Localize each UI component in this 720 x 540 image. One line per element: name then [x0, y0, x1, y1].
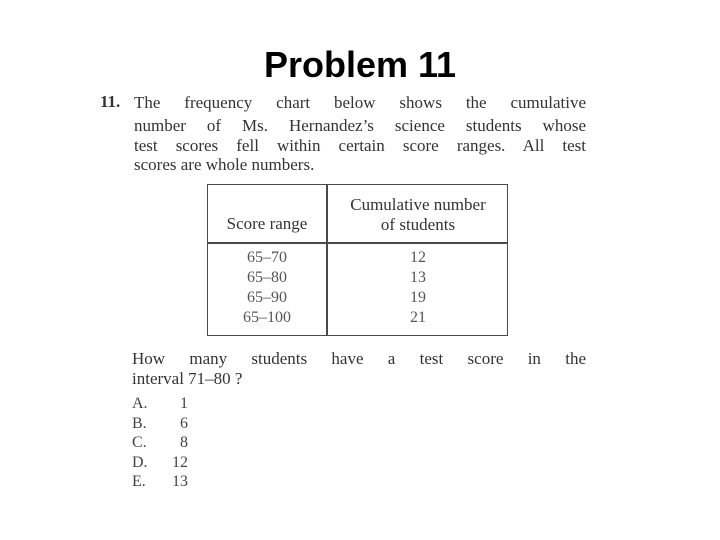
cumulative-header-line: Cumulative number	[350, 195, 486, 214]
answer-option-e	[132, 472, 188, 491]
problem-text-line: scores are whole numbers.	[134, 155, 315, 174]
score-range-column	[208, 248, 326, 328]
option-label: B.	[132, 415, 147, 432]
frequency-table	[207, 184, 508, 336]
option-value: 12	[172, 454, 188, 471]
answer-option-c	[132, 433, 188, 452]
cumulative-header-line: of students	[380, 215, 456, 234]
answer-option-d	[132, 453, 188, 472]
cumulative-count-column	[328, 248, 508, 328]
table-cell-count: 21	[410, 309, 426, 326]
slide-title: Problem 11	[263, 44, 457, 85]
table-header-divider	[208, 242, 507, 244]
table-cell-count: 13	[410, 269, 426, 286]
option-value: 8	[180, 434, 188, 451]
option-label: A.	[132, 395, 148, 412]
option-label: D.	[132, 454, 148, 471]
question-text-line: How many students have a test score in the	[132, 349, 586, 368]
problem-number: 11.	[100, 92, 121, 111]
option-label: C.	[132, 434, 147, 451]
option-value: 6	[180, 415, 188, 432]
option-value: 13	[172, 473, 188, 490]
table-cell-range: 65–70	[247, 249, 287, 266]
problem-text-line: test scores fell within certain score ranges. All test	[134, 136, 586, 155]
score-range-header: Score range	[226, 214, 308, 233]
table-cell-range: 65–100	[243, 309, 291, 326]
option-label: E.	[132, 473, 146, 490]
cumulative-count-header	[328, 195, 508, 235]
option-value: 1	[180, 395, 188, 412]
problem-text-line: number of Ms. Hernandez’s science students whose	[134, 116, 586, 135]
table-cell-count: 12	[410, 249, 426, 266]
table-cell-range: 65–90	[247, 289, 287, 306]
answer-option-b	[132, 414, 188, 433]
problem-text-line: The frequency chart below shows the cumulative	[134, 93, 586, 112]
answer-option-a	[132, 394, 188, 413]
table-cell-range: 65–80	[247, 269, 287, 286]
question-text-line: interval 71–80 ?	[132, 369, 243, 388]
table-cell-count: 19	[410, 289, 426, 306]
